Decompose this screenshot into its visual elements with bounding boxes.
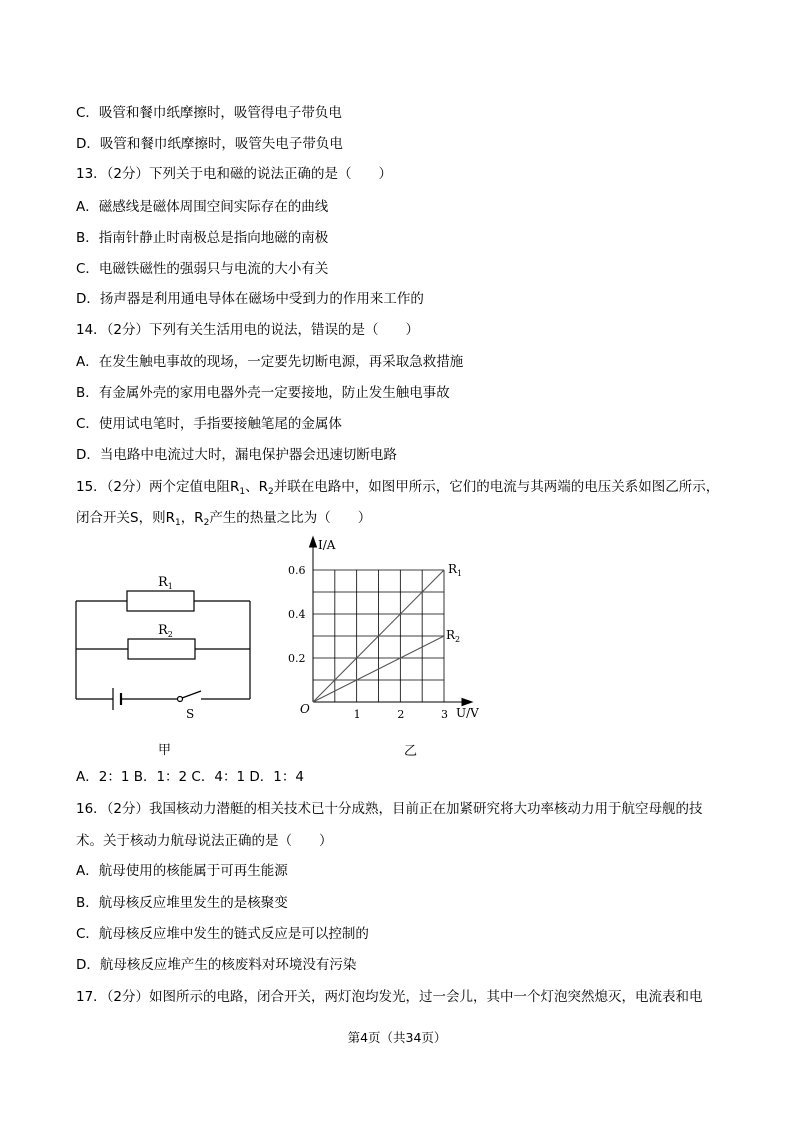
question-14: 14．（2分）下列有关生活用电的说法，错误的是（ ） <box>76 322 420 338</box>
x-tick-label: 2 <box>397 708 405 721</box>
option-b-q14: B．有金属外壳的家用电器外壳一定要接地，防止发生触电事故 <box>76 385 450 401</box>
page-footer: 第4页（共34页） <box>347 1030 447 1045</box>
option-d-q13: D．扬声器是利用通电导体在磁场中受到力的作用来工作的 <box>76 291 424 307</box>
y-axis-label: I/A <box>318 538 336 552</box>
iv-graph <box>280 535 510 770</box>
question-16-cont: 术。关于核动力航母说法正确的是（ ） <box>76 833 333 849</box>
label-r1: $R_1$ <box>158 575 173 591</box>
label-switch: S <box>186 707 195 721</box>
question-16: 16．（2分）我国核动力潜艇的相关技术已十分成熟，目前正在加紧研究将大功率核动力用于航空母舰的技 <box>76 801 703 817</box>
resistor-r2 <box>128 639 195 659</box>
caption-yi: 乙 <box>404 744 418 759</box>
x-axis-arrow <box>462 699 472 706</box>
resistor-r1 <box>127 591 194 611</box>
option-b-q16: B．航母核反应堆里发生的是核聚变 <box>76 895 288 911</box>
question-15-cont: 闭合开关S，则$R_1$，$R_2$产生的热量之比为（ ） <box>76 510 372 528</box>
option-c-q14: C．使用试电笔时，手指要接触笔尾的金属体 <box>76 416 342 432</box>
x-tick-label: 3 <box>441 708 448 721</box>
y-tick-label: 0.4 <box>288 608 306 621</box>
option-d-q16: D．航母核反应堆产生的核废料对环境没有污染 <box>76 957 357 973</box>
origin-label: O <box>300 702 310 716</box>
option-c-q12: C．吸管和餐巾纸摩擦时，吸管得电子带负电 <box>76 105 342 121</box>
series-label-r1: $R_1$ <box>448 562 463 578</box>
circuit-diagram <box>70 560 260 770</box>
switch-blade <box>182 691 201 698</box>
y-tick-label: 0.6 <box>288 564 306 577</box>
options-q15: A．2：1 B．1：2 C．4：1 D．1：4 <box>76 769 304 785</box>
option-d-q14: D．当电路中电流过大时，漏电保护器会迅速切断电路 <box>76 447 397 463</box>
question-17: 17．（2分）如图所示的电路，闭合开关，两灯泡均发光，过一会儿，其中一个灯泡突然熄灭，电流表和电 <box>76 989 703 1005</box>
option-a-q16: A．航母使用的核能属于可再生能源 <box>76 863 288 879</box>
option-b-q13: B．指南针静止时南极总是指向地磁的南极 <box>76 230 329 246</box>
option-a-q14: A．在发生触电事故的现场，一定要先切断电源，再采取急救措施 <box>76 354 464 370</box>
y-tick-label: 0.2 <box>288 652 306 665</box>
caption-jia: 甲 <box>158 743 172 758</box>
option-d-q12: D．吸管和餐巾纸摩擦时，吸管失电子带负电 <box>76 136 343 152</box>
y-axis-arrow <box>310 537 317 547</box>
option-a-q13: A．磁感线是磁体周围空间实际存在的曲线 <box>76 199 329 215</box>
x-axis-label: U/V <box>456 706 479 720</box>
x-tick-label: 1 <box>353 708 361 721</box>
question-13: 13．（2分）下列关于电和磁的说法正确的是（ ） <box>76 166 393 182</box>
series-label-r2: $R_2$ <box>446 628 461 644</box>
label-r2: $R_2$ <box>158 623 173 639</box>
option-c-q16: C．航母核反应堆中发生的链式反应是可以控制的 <box>76 926 369 942</box>
option-c-q13: C．电磁铁磁性的强弱只与电流的大小有关 <box>76 261 329 277</box>
question-15: 15．（2分）两个定值电阻$R_1$、$R_2$并联在电路中，如图甲所示，它们的电流与其两端的电压关系如图乙所示， <box>76 479 720 497</box>
